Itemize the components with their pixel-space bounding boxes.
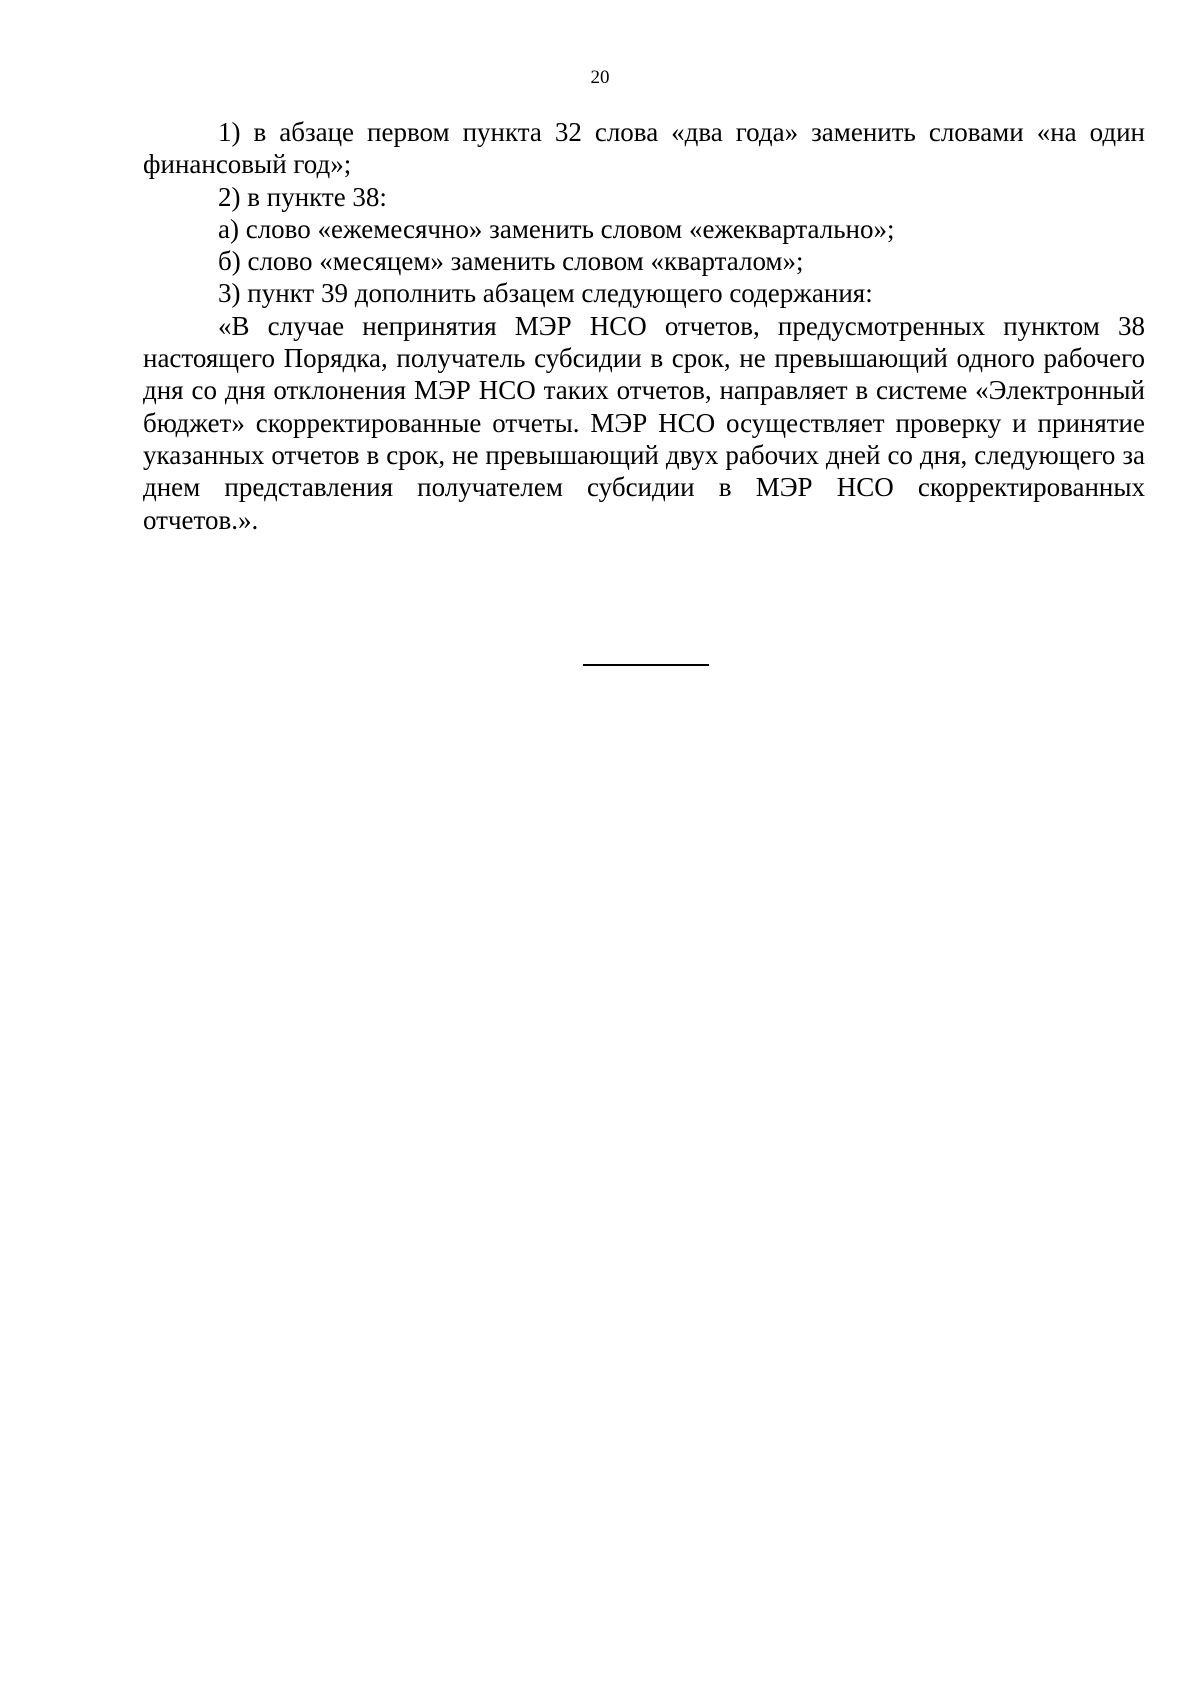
closing-divider [583,664,709,666]
paragraph-item-3: 3) пункт 39 дополнить абзацем следующего содержания: [218,278,873,309]
paragraph-item-2: 2) в пункте 38: [218,181,387,212]
paragraph-quoted-addition: «В случае непринятия МЭР НСО отчетов, предусмотренных пунктом 38 настоящего Порядка, получатель субсидии в срок, не превышающий одного рабочего дня со дня отклонения МЭР НСО таких отчетов, направляет в системе «Электронный бюджет» скорректированные отчеты. МЭР НСО осуществляет проверку и принятие указанных отчетов в срок, не превышающий двух рабочих дней со дня, следующего за днем представления получателем субсидии в МЭР НСО скорректированных отчетов.». [143,310,1145,535]
page-number: 20 [590,67,610,88]
paragraph-item-2a: а) слово «ежемесячно» заменить словом «ежеквартально»; [218,213,895,244]
document-body [143,116,1145,536]
paragraph-item-2b: б) слово «месяцем» заменить словом «кварталом»; [218,246,804,277]
paragraph-item-1: 1) в абзаце первом пункта 32 слова «два года» заменить словами «на один финансовый год»; [143,117,1145,180]
